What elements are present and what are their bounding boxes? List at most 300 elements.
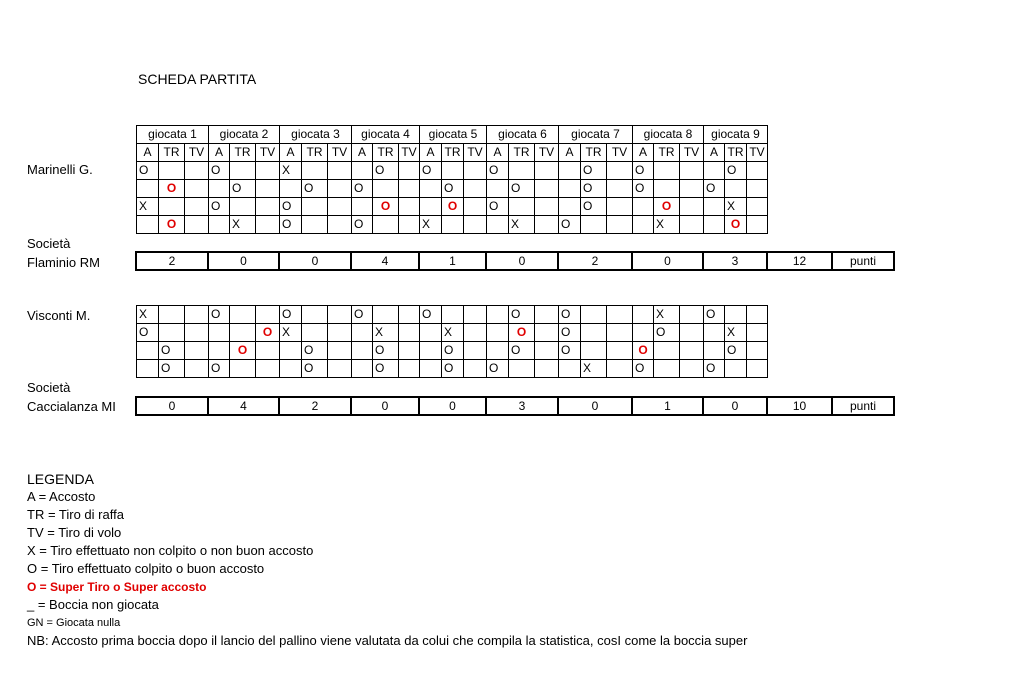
shot-cell: [535, 360, 559, 378]
shot-row: [137, 342, 768, 360]
giocata-header-3: giocata 3: [280, 126, 352, 144]
shot-row: [137, 162, 768, 180]
shot-cell: O: [633, 360, 654, 378]
shot-cell: [535, 180, 559, 198]
sub-header-tr: TR: [302, 144, 328, 162]
shot-cell: O: [581, 180, 607, 198]
shot-cell: [280, 180, 302, 198]
shot-cell: [256, 342, 280, 360]
shot-cell: [373, 216, 399, 234]
sub-header-tv: TV: [607, 144, 633, 162]
shot-cell: [185, 360, 209, 378]
shot-cell: [137, 360, 159, 378]
score-giocata-7: 2: [558, 252, 632, 270]
shot-cell: [607, 360, 633, 378]
player-2-societa: Caccialanza MI: [27, 399, 116, 414]
super-mark-cell: O: [633, 342, 654, 360]
score-giocata-5: 1: [419, 252, 486, 270]
shot-cell: [535, 198, 559, 216]
shot-cell: [581, 342, 607, 360]
shot-cell: [230, 198, 256, 216]
shot-cell: O: [509, 306, 535, 324]
shot-cell: [654, 342, 680, 360]
shot-cell: O: [654, 324, 680, 342]
shot-cell: [464, 180, 487, 198]
shot-cell: [607, 162, 633, 180]
shot-cell: [328, 306, 352, 324]
shot-cell: X: [230, 216, 256, 234]
score-giocata-6: 0: [486, 252, 558, 270]
sub-header-a: A: [420, 144, 442, 162]
shot-cell: [209, 324, 230, 342]
shot-cell: [399, 180, 420, 198]
sub-header-tv: TV: [185, 144, 209, 162]
shot-cell: [256, 162, 280, 180]
shot-cell: [747, 198, 768, 216]
shot-cell: [747, 342, 768, 360]
giocata-header-5: giocata 5: [420, 126, 487, 144]
shot-cell: [747, 216, 768, 234]
shot-cell: [159, 162, 185, 180]
shot-cell: [509, 360, 535, 378]
shot-cell: [442, 306, 464, 324]
shot-cell: [535, 216, 559, 234]
sub-header-a: A: [137, 144, 159, 162]
shot-cell: [137, 342, 159, 360]
shot-cell: [509, 162, 535, 180]
shot-cell: [328, 198, 352, 216]
shot-cell: [747, 360, 768, 378]
shot-cell: [420, 324, 442, 342]
shot-row: [137, 198, 768, 216]
shot-cell: [442, 162, 464, 180]
score-giocata-1: 0: [136, 397, 208, 415]
shot-cell: [654, 360, 680, 378]
giocata-header-6: giocata 6: [487, 126, 559, 144]
shot-cell: [633, 306, 654, 324]
shot-cell: [487, 216, 509, 234]
shot-cell: [185, 162, 209, 180]
shot-cell: X: [509, 216, 535, 234]
shot-cell: O: [209, 162, 230, 180]
super-mark-cell: O: [230, 342, 256, 360]
shot-cell: [747, 306, 768, 324]
shot-cell: [680, 360, 704, 378]
shot-cell: X: [654, 306, 680, 324]
shot-cell: [725, 360, 747, 378]
shot-cell: O: [137, 162, 159, 180]
shot-cell: [399, 360, 420, 378]
shot-cell: [607, 216, 633, 234]
shot-cell: [535, 306, 559, 324]
shot-cell: [256, 306, 280, 324]
sub-header-tr: TR: [442, 144, 464, 162]
shot-cell: O: [725, 342, 747, 360]
player-2-score-bar: [135, 396, 895, 416]
shot-cell: O: [704, 306, 725, 324]
shot-cell: [137, 180, 159, 198]
shot-cell: O: [209, 360, 230, 378]
shot-cell: [535, 342, 559, 360]
sub-header-tr: TR: [654, 144, 680, 162]
shot-cell: [159, 198, 185, 216]
shot-cell: [559, 180, 581, 198]
shot-cell: X: [137, 198, 159, 216]
shot-cell: O: [487, 198, 509, 216]
shot-cell: [487, 342, 509, 360]
legend-a: A = Accosto: [27, 489, 96, 504]
shot-cell: [185, 342, 209, 360]
sub-header-a: A: [487, 144, 509, 162]
shot-cell: [442, 216, 464, 234]
shot-cell: O: [137, 324, 159, 342]
shot-cell: [399, 342, 420, 360]
sub-header-tv: TV: [680, 144, 704, 162]
legend-o: O = Tiro effettuato colpito o buon accosto: [27, 561, 265, 576]
sub-header-a: A: [704, 144, 725, 162]
shot-cell: [328, 360, 352, 378]
shot-cell: [399, 216, 420, 234]
shot-cell: [680, 324, 704, 342]
super-mark-cell: O: [442, 198, 464, 216]
shot-cell: [209, 342, 230, 360]
sub-header-a: A: [352, 144, 373, 162]
shot-cell: [704, 324, 725, 342]
super-mark-cell: O: [654, 198, 680, 216]
shot-cell: [464, 324, 487, 342]
shot-cell: O: [559, 324, 581, 342]
shot-row: [137, 180, 768, 198]
score-giocata-4: 4: [351, 252, 419, 270]
shot-cell: [680, 180, 704, 198]
score-giocata-1: 2: [136, 252, 208, 270]
shot-cell: O: [487, 360, 509, 378]
score-giocata-6: 3: [486, 397, 558, 415]
shot-cell: O: [209, 306, 230, 324]
player-1-societa: Flaminio RM: [27, 255, 100, 270]
giocata-header-1: giocata 1: [137, 126, 209, 144]
shot-cell: [509, 198, 535, 216]
shot-cell: [302, 162, 328, 180]
legend-tv: TV = Tiro di volo: [27, 525, 122, 540]
shot-cell: O: [725, 162, 747, 180]
shot-cell: [399, 306, 420, 324]
shot-cell: O: [209, 198, 230, 216]
score-giocata-5: 0: [419, 397, 486, 415]
shot-cell: [680, 216, 704, 234]
player-2-societa-label: Società: [27, 380, 71, 395]
sub-header-tv: TV: [399, 144, 420, 162]
shot-cell: [159, 306, 185, 324]
shot-cell: [256, 216, 280, 234]
score-giocata-4: 0: [351, 397, 419, 415]
shot-cell: [328, 342, 352, 360]
shot-cell: [352, 162, 373, 180]
shot-cell: O: [442, 342, 464, 360]
shot-cell: O: [373, 360, 399, 378]
shot-cell: [725, 180, 747, 198]
shot-cell: [373, 306, 399, 324]
shot-cell: [581, 306, 607, 324]
player-2-grid: [136, 305, 768, 378]
shot-cell: [704, 216, 725, 234]
shot-cell: [607, 180, 633, 198]
super-mark-cell: O: [159, 216, 185, 234]
shot-cell: O: [559, 342, 581, 360]
score-giocata-8: 1: [632, 397, 703, 415]
legend-nb: NB: Accosto prima boccia dopo il lancio del pallino viene valutata da colui che compila la statistica, cosI come la boccia super: [27, 633, 748, 648]
legend-super: O = Super Tiro o Super accosto: [27, 580, 207, 594]
shot-cell: [680, 306, 704, 324]
shot-cell: O: [509, 180, 535, 198]
shot-cell: [464, 342, 487, 360]
score-giocata-8: 0: [632, 252, 703, 270]
giocata-header-7: giocata 7: [559, 126, 633, 144]
shot-cell: O: [302, 342, 328, 360]
super-mark-cell: O: [725, 216, 747, 234]
sub-header-tr: TR: [725, 144, 747, 162]
shot-cell: [487, 306, 509, 324]
shot-cell: X: [373, 324, 399, 342]
shot-cell: [209, 216, 230, 234]
sub-header-tr: TR: [581, 144, 607, 162]
score-giocata-2: 4: [208, 397, 279, 415]
shot-cell: [280, 360, 302, 378]
shot-cell: O: [280, 216, 302, 234]
giocata-header-4: giocata 4: [352, 126, 420, 144]
sub-header-tv: TV: [535, 144, 559, 162]
score-total: 12: [767, 252, 832, 270]
shot-cell: [352, 198, 373, 216]
shot-cell: [464, 306, 487, 324]
shot-cell: [137, 216, 159, 234]
shot-cell: [230, 324, 256, 342]
shot-cell: O: [280, 198, 302, 216]
super-mark-cell: O: [256, 324, 280, 342]
shot-cell: [581, 324, 607, 342]
shot-cell: [373, 180, 399, 198]
shot-cell: [352, 324, 373, 342]
shot-cell: O: [373, 162, 399, 180]
page-title: SCHEDA PARTITA: [138, 71, 257, 87]
shot-cell: X: [581, 360, 607, 378]
shot-cell: [535, 324, 559, 342]
shot-cell: [725, 306, 747, 324]
sub-header-a: A: [559, 144, 581, 162]
shot-cell: O: [704, 360, 725, 378]
player-1-name: Marinelli G.: [27, 162, 93, 177]
player-1-score-bar: [135, 251, 895, 271]
shot-cell: O: [230, 180, 256, 198]
shot-cell: O: [352, 216, 373, 234]
score-punti-label: punti: [832, 252, 894, 270]
shot-cell: [633, 324, 654, 342]
shot-cell: O: [420, 162, 442, 180]
shot-cell: [680, 342, 704, 360]
shot-cell: O: [487, 162, 509, 180]
sub-header-tv: TV: [328, 144, 352, 162]
shot-cell: O: [509, 342, 535, 360]
shot-cell: X: [137, 306, 159, 324]
score-giocata-3: 0: [279, 252, 351, 270]
shot-cell: [159, 324, 185, 342]
sub-header-a: A: [633, 144, 654, 162]
legend-gn: GN = Giocata nulla: [27, 617, 121, 629]
shot-cell: [420, 342, 442, 360]
giocata-header-2: giocata 2: [209, 126, 280, 144]
shot-cell: [747, 324, 768, 342]
shot-cell: [680, 198, 704, 216]
shot-cell: [487, 180, 509, 198]
shot-cell: [420, 180, 442, 198]
shot-cell: [747, 180, 768, 198]
sub-header-tr: TR: [509, 144, 535, 162]
shot-cell: [633, 198, 654, 216]
score-punti-label: punti: [832, 397, 894, 415]
giocata-header-9: giocata 9: [704, 126, 768, 144]
shot-cell: [302, 216, 328, 234]
shot-cell: X: [442, 324, 464, 342]
shot-cell: [464, 198, 487, 216]
shot-cell: O: [302, 180, 328, 198]
shot-cell: [185, 324, 209, 342]
giocata-header-8: giocata 8: [633, 126, 704, 144]
sub-header-tv: TV: [464, 144, 487, 162]
shot-cell: [230, 360, 256, 378]
shot-cell: [704, 342, 725, 360]
shot-cell: X: [654, 216, 680, 234]
shot-cell: [352, 342, 373, 360]
shot-cell: [607, 306, 633, 324]
shot-cell: [399, 324, 420, 342]
shot-cell: [328, 180, 352, 198]
shot-cell: [559, 360, 581, 378]
shot-cell: [654, 180, 680, 198]
shot-cell: X: [725, 198, 747, 216]
player-1-grid: [136, 125, 768, 234]
shot-cell: [607, 198, 633, 216]
shot-cell: [581, 216, 607, 234]
shot-cell: [559, 162, 581, 180]
shot-row: [137, 306, 768, 324]
shot-cell: [607, 324, 633, 342]
shot-cell: [704, 162, 725, 180]
shot-cell: X: [280, 324, 302, 342]
shot-cell: [209, 180, 230, 198]
legend: [27, 470, 747, 650]
shot-cell: [302, 324, 328, 342]
shot-cell: O: [559, 306, 581, 324]
shot-cell: [185, 180, 209, 198]
shot-cell: [230, 162, 256, 180]
shot-cell: [487, 324, 509, 342]
shot-row: [137, 324, 768, 342]
score-giocata-2: 0: [208, 252, 279, 270]
player-1-societa-label: Società: [27, 236, 71, 251]
shot-cell: X: [420, 216, 442, 234]
shot-cell: O: [373, 342, 399, 360]
shot-cell: [328, 324, 352, 342]
shot-cell: [399, 162, 420, 180]
legend-heading: LEGENDA: [27, 471, 94, 487]
shot-cell: [185, 198, 209, 216]
shot-cell: O: [280, 306, 302, 324]
shot-cell: [302, 306, 328, 324]
shot-cell: O: [159, 342, 185, 360]
score-giocata-3: 2: [279, 397, 351, 415]
sub-header-tv: TV: [747, 144, 768, 162]
shot-cell: [535, 162, 559, 180]
shot-cell: X: [280, 162, 302, 180]
shot-cell: [280, 342, 302, 360]
shot-cell: O: [633, 180, 654, 198]
shot-cell: O: [559, 216, 581, 234]
shot-cell: [328, 216, 352, 234]
score-giocata-9: 0: [703, 397, 767, 415]
sub-header-tr: TR: [373, 144, 399, 162]
sub-header-tv: TV: [256, 144, 280, 162]
shot-row: [137, 216, 768, 234]
shot-cell: [256, 360, 280, 378]
super-mark-cell: O: [509, 324, 535, 342]
shot-cell: [464, 162, 487, 180]
shot-cell: [420, 360, 442, 378]
shot-cell: [704, 198, 725, 216]
score-total: 10: [767, 397, 832, 415]
shot-cell: [607, 342, 633, 360]
shot-cell: O: [633, 162, 654, 180]
player-2-name: Visconti M.: [27, 308, 91, 323]
super-mark-cell: O: [159, 180, 185, 198]
shot-cell: O: [159, 360, 185, 378]
super-mark-cell: O: [373, 198, 399, 216]
shot-cell: [464, 216, 487, 234]
shot-cell: [230, 306, 256, 324]
sub-header-tr: TR: [230, 144, 256, 162]
shot-cell: X: [725, 324, 747, 342]
shot-cell: [256, 180, 280, 198]
shot-cell: [185, 216, 209, 234]
shot-cell: [464, 360, 487, 378]
shot-cell: [559, 198, 581, 216]
shot-cell: [185, 306, 209, 324]
legend-blank: _ = Boccia non giocata: [27, 597, 159, 612]
shot-cell: O: [442, 360, 464, 378]
score-giocata-7: 0: [558, 397, 632, 415]
shot-cell: [328, 162, 352, 180]
shot-cell: O: [442, 180, 464, 198]
shot-cell: O: [352, 180, 373, 198]
shot-cell: O: [581, 162, 607, 180]
shot-cell: O: [352, 306, 373, 324]
legend-x: X = Tiro effettuato non colpito o non buon accosto: [27, 543, 314, 558]
sub-header-a: A: [209, 144, 230, 162]
shot-cell: O: [420, 306, 442, 324]
shot-cell: [352, 360, 373, 378]
shot-row: [137, 360, 768, 378]
shot-cell: [747, 162, 768, 180]
legend-tr: TR = Tiro di raffa: [27, 507, 124, 522]
shot-cell: O: [581, 198, 607, 216]
shot-cell: [302, 198, 328, 216]
sub-header-tr: TR: [159, 144, 185, 162]
sub-header-a: A: [280, 144, 302, 162]
score-giocata-9: 3: [703, 252, 767, 270]
shot-cell: [256, 198, 280, 216]
shot-cell: [654, 162, 680, 180]
shot-cell: [633, 216, 654, 234]
shot-cell: O: [704, 180, 725, 198]
